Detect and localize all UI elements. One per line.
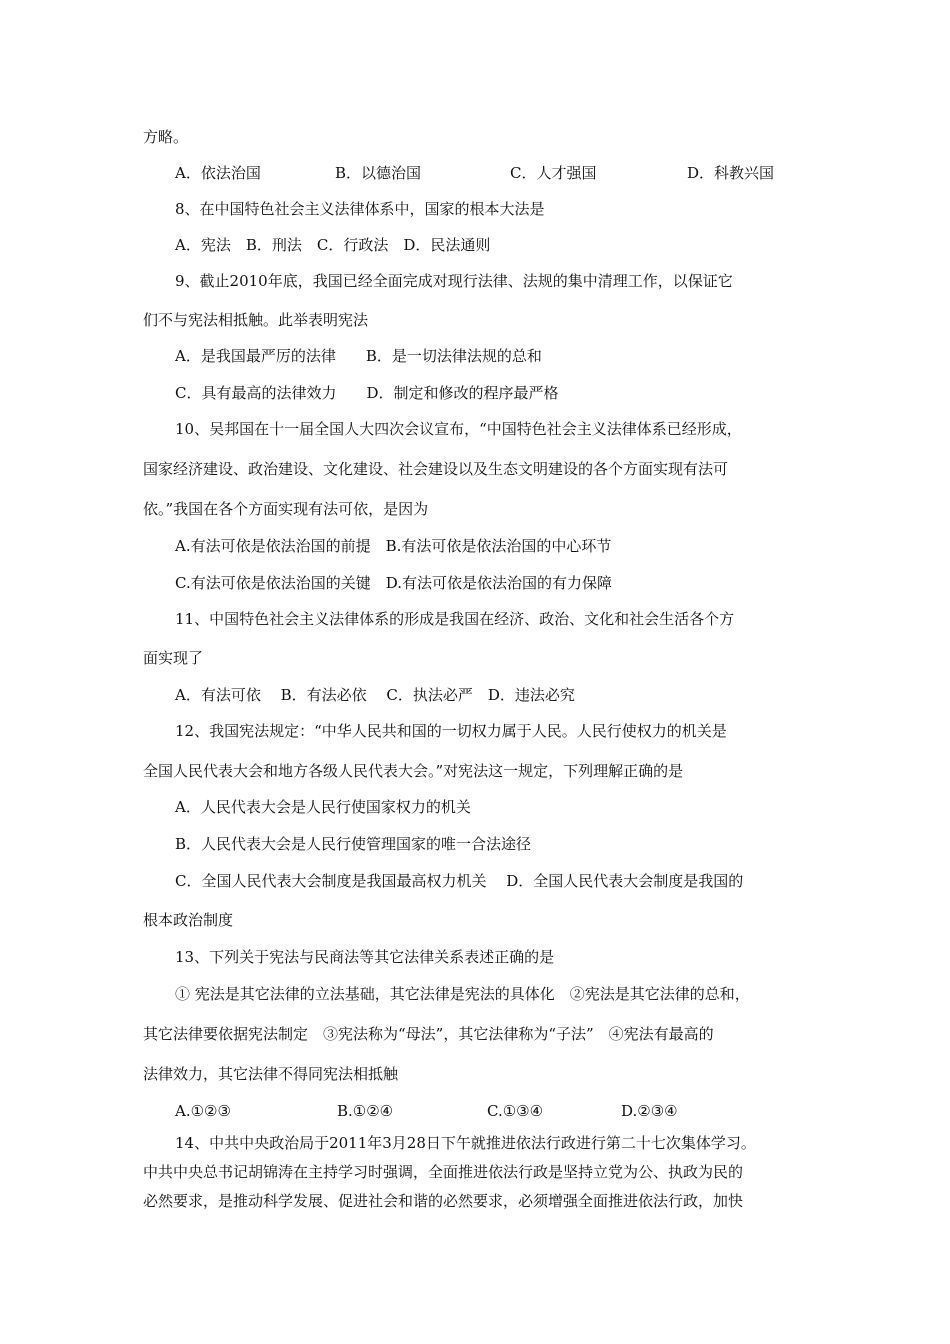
q7-options	[175, 163, 875, 183]
q13-option-c: C.①③④	[487, 1102, 544, 1120]
q7-option-b: B．以德治国	[335, 164, 422, 182]
q9-options-cd: C．具有最高的法律效力 D．制定和修改的程序最严格	[175, 384, 559, 402]
q13-stem: 13、下列关于宪法与民商法等其它法律关系表述正确的是	[175, 948, 555, 966]
continuation-line: 方略。	[143, 128, 189, 146]
q14-stem-line-2: 中共中央总书记胡锦涛在主持学习时强调，全面推进依法行政是坚持立党为公、执政为民的	[143, 1163, 744, 1181]
q13-option-a: A.①②③	[175, 1102, 231, 1120]
q11-stem-line-2: 面实现了	[143, 649, 204, 667]
q13-items-line-1: ① 宪法是其它法律的立法基础，其它法律是宪法的具体化 ②宪法是其它法律的总和，	[175, 985, 750, 1003]
q8-options: A．宪法 B．刑法 C．行政法 D．民法通则	[175, 236, 491, 254]
q10-stem-line-2: 国家经济建设、政治建设、文化建设、社会建设以及生态文明建设的各个方面实现有法可	[143, 460, 729, 478]
q12-stem-line-2: 全国人民代表大会和地方各级人民代表大会。”对宪法这一规定，下列理解正确的是	[143, 762, 684, 780]
q14-stem-line-1: 14、中共中央政治局于2011年3月28日下午就推进依法行政进行第二十七次集体学习。	[175, 1134, 756, 1152]
q13-items-line-3: 法律效力，其它法律不得同宪法相抵触	[143, 1065, 399, 1083]
q13-option-b: B.①②④	[337, 1102, 394, 1120]
q13-option-d: D.②③④	[621, 1102, 678, 1120]
q11-stem-line-1: 11、中国特色社会主义法律体系的形成是我国在经济、政治、文化和社会生活各个方	[175, 610, 735, 628]
q9-options-ab: A．是我国最严厉的法律 B．是一切法律法规的总和	[175, 347, 542, 365]
q7-option-a: A．依法治国	[175, 164, 261, 182]
q12-option-a: A．人民代表大会是人民行使国家权力的机关	[175, 798, 471, 816]
q10-stem-line-1: 10、吴邦国在十一届全国人大四次会议宣布，“中国特色社会主义法律体系已经形成，	[175, 420, 742, 438]
q12-stem-line-1: 12、我国宪法规定：“中华人民共和国的一切权力属于人民。人民行使权力的机关是	[175, 722, 727, 740]
q7-option-d: D．科教兴国	[687, 164, 775, 182]
q9-stem-line-2: 们不与宪法相抵触。此举表明宪法	[143, 311, 369, 329]
q11-options: A．有法可依 B．有法必依 C．执法必严 D．违法必究	[175, 686, 575, 704]
q10-stem-line-3: 依。”我国在各个方面实现有法可依，是因为	[143, 500, 429, 518]
q9-stem-line-1: 9、截止2010年底，我国已经全面完成对现行法律、法规的集中清理工作，以保证它	[175, 272, 733, 290]
q7-option-c: C．人才强国	[510, 164, 597, 182]
q12-options-cd: C．全国人民代表大会制度是我国最高权力机关 D．全国人民代表大会制度是我国的	[175, 872, 744, 890]
q12-option-b: B．人民代表大会是人民行使管理国家的唯一合法途径	[175, 835, 532, 853]
q12-options-cd-line-2: 根本政治制度	[143, 911, 234, 929]
q13-items-line-2: 其它法律要依据宪法制定 ③宪法称为“母法”，其它法律称为“子法” ④宪法有最高的	[143, 1025, 714, 1043]
q13-options	[175, 1101, 775, 1121]
q14-stem-line-3: 必然要求，是推动科学发展、促进社会和谐的必然要求，必须增强全面推进依法行政，加快	[143, 1192, 744, 1210]
q8-stem: 8、在中国特色社会主义法律体系中，国家的根本大法是	[175, 200, 545, 218]
q10-options-cd: C.有法可依是依法治国的关键 D.有法可依是依法治国的有力保障	[175, 574, 612, 592]
q10-options-ab: A.有法可依是依法治国的前提 B.有法可依是依法治国的中心环节	[175, 537, 612, 555]
